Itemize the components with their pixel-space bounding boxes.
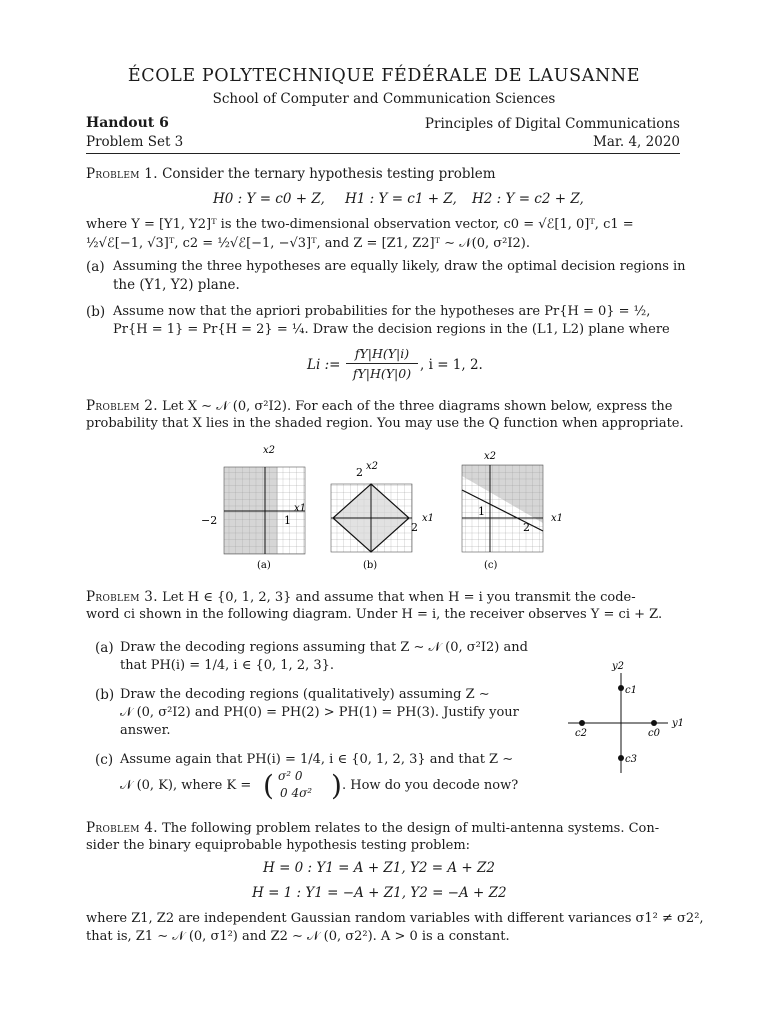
handout-number: Handout 6 <box>86 115 169 131</box>
problem-4-line-4: that is, Z1 ∼ 𝒩 (0, σ1²) and Z2 ∼ 𝒩 (0, σ2²). A > 0 is a constant. <box>86 929 510 944</box>
diagram-b-y-label: x2 <box>366 461 379 472</box>
li-numerator: fY|H(Y|i) <box>354 346 410 361</box>
problem-4-label: Problem 4. <box>86 820 158 836</box>
problem-3-line-2: word ci shown in the following diagram. Under H = i, the receiver observes Y = ci + Z. <box>86 607 663 622</box>
problem-4-line-1 <box>86 820 659 836</box>
diagram-b-x-label: x1 <box>422 513 435 524</box>
problem-2-line-1 <box>86 398 672 414</box>
problem-4-line-3: where Z1, Z2 are independent Gaussian random variables with different variances σ1² ≠ σ2², <box>86 911 704 926</box>
matrix-row-2: 0 4σ² <box>280 786 313 800</box>
diagram-a <box>201 445 306 571</box>
diagram-b <box>331 461 434 571</box>
equation-h2: H2 : Y = c2 + Z, <box>472 191 584 207</box>
matrix-right-paren: ) <box>331 769 342 802</box>
problem-4-text-1: The following problem relates to the design of multi-antenna systems. Con- <box>162 821 660 836</box>
diagram-c-grid <box>462 465 543 552</box>
problem-1a-line-2: the (Y1, Y2) plane. <box>113 277 240 293</box>
problem-3a-line-1: Draw the decoding regions assuming that Z ∼ 𝒩 (0, σ²I2) and <box>120 640 528 655</box>
problem-1a-line-1: Assuming the three hypotheses are equally likely, draw the optimal decision regions in <box>113 259 686 274</box>
problem-2-diagrams <box>195 445 575 575</box>
diagram-a-tick-right: 1 <box>284 514 291 527</box>
diagram-a-x-label: x1 <box>294 503 307 514</box>
equation-h1: H1 : Y = c1 + Z, <box>345 191 457 207</box>
school-name: ÉCOLE POLYTECHNIQUE FÉDÉRALE DE LAUSANNE <box>127 66 641 86</box>
problem-1-where-line-1: where Y = [Y1, Y2]ᵀ is the two-dimensional observation vector, c0 = √ℰ[1, 0]ᵀ, c1 = <box>86 217 634 232</box>
diagram-b-tick-top: 2 <box>356 466 363 479</box>
problem-3c-line-2b: . How do you decode now? <box>342 778 519 793</box>
problem-4-equation-2: H = 1 : Y1 = −A + Z1, Y2 = −A + Z2 <box>252 885 507 901</box>
li-fraction-bar <box>346 363 418 364</box>
problem-1b-line-2: Pr{H = 1} = Pr{H = 2} = ¼. Draw the decision regions in the (L1, L2) plane where <box>113 322 670 337</box>
problem-3c-line-2a: 𝒩 (0, K), where K = <box>120 778 252 793</box>
matrix-row-1: σ² 0 <box>278 769 303 783</box>
diagram-c <box>462 451 563 571</box>
li-definition-rhs: , i = 1, 2. <box>420 357 483 373</box>
constellation-y2-label: y2 <box>612 661 625 672</box>
problem-3b-line-2: 𝒩 (0, σ²I2) and PH(0) = PH(2) > PH(1) = PH(3). Justify your <box>120 705 519 720</box>
problem-2-line-2: probability that X lies in the shaded region. You may use the Q function when appropriate. <box>86 416 684 431</box>
problem-3c-label: (c) <box>95 752 114 768</box>
problem-1b-line-1: Assume now that the apriori probabilities for the hypotheses are Pr{H = 0} = ½, <box>113 304 651 319</box>
point-c3 <box>618 755 624 761</box>
li-definition-lhs: Li := <box>307 357 341 373</box>
diagram-c-x-label: x1 <box>551 513 564 524</box>
diagram-a-tick-left: −2 <box>201 514 218 527</box>
problem-1-heading <box>86 166 496 182</box>
diagram-c-y-label: x2 <box>484 451 497 462</box>
problem-1-intro: Consider the ternary hypothesis testing problem <box>162 166 496 182</box>
problem-2-text-1: Let X ∼ 𝒩 (0, σ²I2). For each of the three diagrams shown below, express the <box>162 399 673 414</box>
point-c0-label: c0 <box>648 728 660 739</box>
problem-set-label: Problem Set 3 <box>86 134 184 150</box>
problem-3-label: Problem 3. <box>86 589 158 605</box>
department-name: School of Computer and Communication Sciences <box>212 91 556 107</box>
problem-3c-line-1: Assume again that PH(i) = 1/4, i ∈ {0, 1, 2, 3} and that Z ∼ <box>120 752 514 767</box>
point-c2-label: c2 <box>575 728 587 739</box>
constellation-y1-label: y1 <box>672 718 685 729</box>
diagram-b-caption: (b) <box>363 560 378 571</box>
point-c1-label: c1 <box>625 685 637 696</box>
problem-3-constellation <box>560 655 690 775</box>
course-title: Principles of Digital Communications <box>424 116 680 132</box>
problem-1-label: Problem 1. <box>86 166 158 182</box>
diagram-c-caption: (c) <box>484 560 498 571</box>
diagram-a-y-label: x2 <box>263 445 276 456</box>
point-c1 <box>618 685 624 691</box>
diagram-c-tick-y: 1 <box>478 505 485 518</box>
point-c3-label: c3 <box>625 754 637 765</box>
problem-3b-line-3: answer. <box>120 723 171 738</box>
problem-1a-label: (a) <box>86 259 105 275</box>
problem-3b-label: (b) <box>95 687 115 703</box>
problem-1b-label: (b) <box>86 304 106 320</box>
problem-4-line-2: sider the binary equiprobable hypothesis testing problem: <box>86 838 471 853</box>
handout-date: Mar. 4, 2020 <box>593 134 680 150</box>
problem-3a-label: (a) <box>95 640 114 656</box>
problem-3a-line-2: that PH(i) = 1/4, i ∈ {0, 1, 2, 3}. <box>120 658 335 673</box>
problem-2-label: Problem 2. <box>86 398 158 414</box>
header-rule <box>86 153 680 154</box>
problem-1-where-line-2: ½√ℰ[−1, √3]ᵀ, c2 = ½√ℰ[−1, −√3]ᵀ, and Z = [Z1, Z2]ᵀ ∼ 𝒩(0, σ²I2). <box>86 236 530 251</box>
li-fraction <box>346 346 418 381</box>
li-denominator: fY|H(Y|0) <box>352 366 412 381</box>
problem-3b-line-1: Draw the decoding regions (qualitatively) assuming Z ∼ <box>120 687 490 702</box>
problem-3-line-1 <box>86 589 636 605</box>
diagram-c-tick-x: 2 <box>523 521 530 534</box>
diagram-a-caption: (a) <box>257 560 271 571</box>
diagram-b-tick-right: 2 <box>411 521 418 534</box>
problem-4-equation-1: H = 0 : Y1 = A + Z1, Y2 = A + Z2 <box>263 860 495 876</box>
point-c0 <box>651 720 657 726</box>
equation-h0: H0 : Y = c0 + Z, <box>213 191 325 207</box>
problem-3-text-1: Let H ∈ {0, 1, 2, 3} and assume that when H = i you transmit the code- <box>162 590 636 605</box>
point-c2 <box>579 720 585 726</box>
matrix-left-paren: ( <box>263 769 274 802</box>
